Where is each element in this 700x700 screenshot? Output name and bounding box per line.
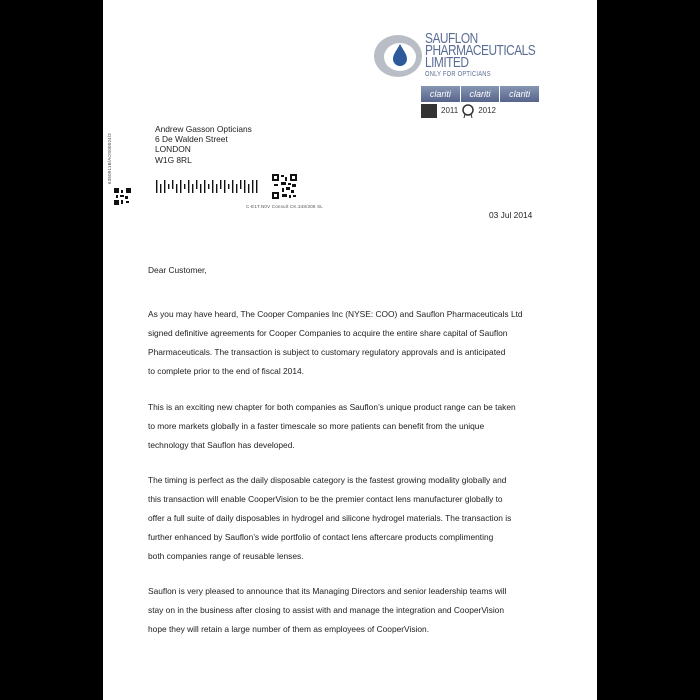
paragraph-line: Sauflon is very pleased to announce that its Managing Directors and senior leadership teams will bbox=[148, 586, 507, 596]
sauflon-logo-icon bbox=[373, 32, 425, 80]
awards-row bbox=[421, 103, 539, 119]
letter-page bbox=[103, 0, 597, 700]
paragraph-line: Pharmaceuticals. The transaction is subject to customary regulatory approvals and is anticipated bbox=[148, 347, 506, 357]
mail-barcode-icon bbox=[156, 180, 258, 193]
paragraph-line: hope they will retain a large number of them as employees of CooperVision. bbox=[148, 624, 430, 634]
product-badge: clariti bbox=[421, 86, 460, 102]
paragraph-2 bbox=[148, 398, 583, 455]
product-badge: clariti bbox=[461, 86, 500, 102]
paragraph-line: both companies range of reusable lenses. bbox=[148, 551, 304, 561]
address-line: W1G 8RL bbox=[155, 154, 192, 165]
paragraph-line: technology that Sauflon has developed. bbox=[148, 440, 295, 450]
product-badge: clariti bbox=[500, 86, 539, 102]
award-logo-icon bbox=[421, 104, 437, 118]
paragraph-line: signed definitive agreements for Cooper Companies to acquire the entire share capital of Sauflon bbox=[148, 328, 508, 338]
paragraph-line: As you may have heard, The Cooper Companies Inc (NYSE: COO) and Sauflon Pharmaceuticals Ltd bbox=[148, 309, 523, 319]
paragraph-line: The timing is perfect as the daily disposable category is the fastest growing modality globally and bbox=[148, 475, 507, 485]
award-year: 2012 bbox=[478, 106, 496, 115]
brand-line-3: LIMITED bbox=[425, 55, 469, 71]
paragraph-line: further enhanced by Sauflon’s wide portfolio of contact lens aftercare products complimenting bbox=[148, 532, 494, 542]
letter-date: 03 Jul 2014 bbox=[489, 210, 533, 220]
brand-tagline: ONLY FOR OPTICIANS bbox=[425, 71, 491, 78]
paragraph-line: offer a full suite of daily disposables in hydrogel and silicone hydrogel materials. The transaction is bbox=[148, 513, 512, 523]
brand-line-2: PHARMACEUTICALS bbox=[425, 43, 536, 59]
address-line: LONDON bbox=[155, 144, 191, 155]
small-qr-code-icon bbox=[114, 188, 131, 205]
mailing-side-code: 6350911B/AOS00024/2 bbox=[107, 132, 113, 185]
mailing-ref-code: C-E1T.N0V Consult CK.348/308 SL bbox=[246, 204, 323, 209]
address-line: 6 De Walden Street bbox=[155, 134, 228, 145]
recipient-address bbox=[155, 124, 252, 165]
paragraph-4 bbox=[148, 582, 583, 639]
brand-line-1: SAUFLON bbox=[425, 31, 478, 47]
paragraph-1 bbox=[148, 305, 583, 381]
paragraph-line: to complete prior to the end of fiscal 2014. bbox=[148, 366, 304, 376]
brand-name bbox=[425, 33, 535, 79]
salutation: Dear Customer, bbox=[148, 265, 207, 275]
paragraph-3 bbox=[148, 471, 583, 566]
paragraph-line: to more markets globally in a faster timescale so more patients can benefit from the unique bbox=[148, 421, 485, 431]
award-year: 2011 bbox=[441, 106, 459, 115]
large-qr-code-icon bbox=[272, 174, 297, 199]
product-badges bbox=[421, 86, 539, 102]
paragraph-line: stay on in the business after closing to assist with and manage the integration and CooperVision bbox=[148, 605, 504, 615]
award-rosette-icon bbox=[462, 104, 474, 118]
paragraph-line: this transaction will enable CooperVision to be the premier contact lens manufacturer globally to bbox=[148, 494, 503, 504]
paragraph-line: This is an exciting new chapter for both companies as Sauflon’s unique product range can be taken bbox=[148, 402, 516, 412]
address-line: Andrew Gasson Opticians bbox=[155, 124, 252, 134]
